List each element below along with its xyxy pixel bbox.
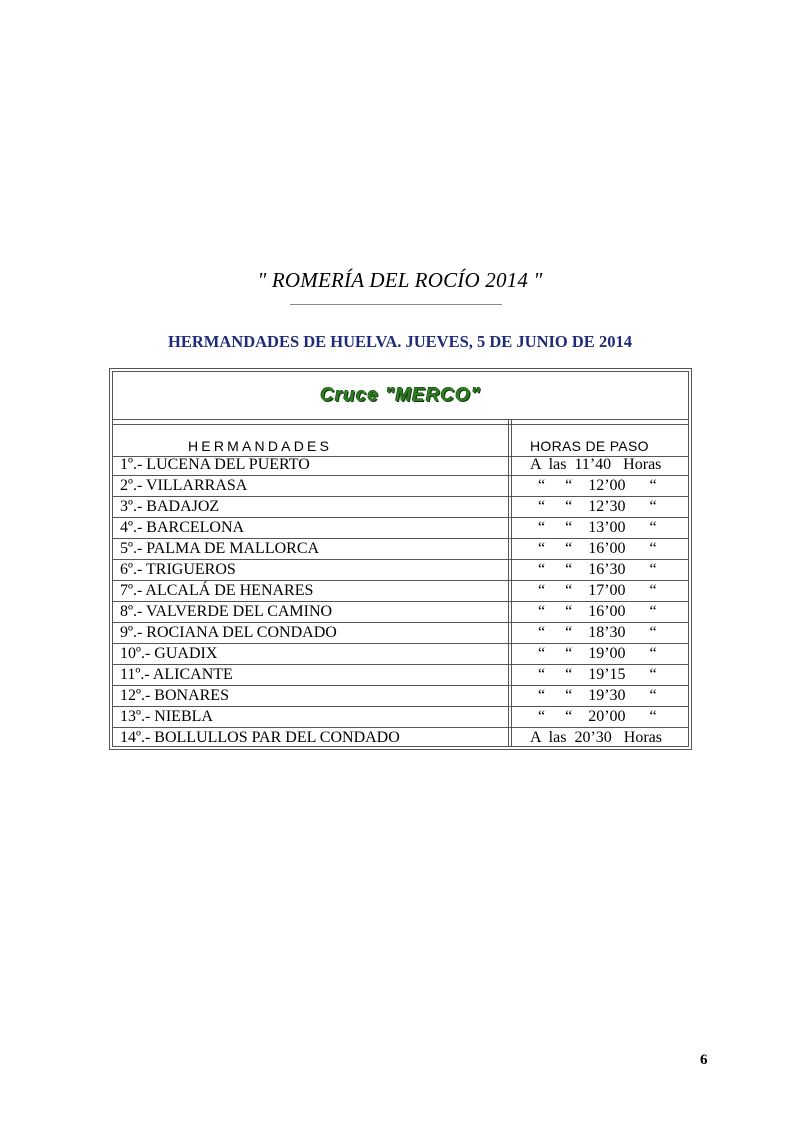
hermandad-name: 3º.- BADAJOZ (120, 498, 220, 515)
table-row (113, 518, 688, 539)
column-headers-row (113, 424, 688, 457)
table-row (113, 581, 688, 602)
column-header-hermandades: HERMANDADES (188, 438, 333, 454)
hermandad-name: 12º.- BONARES (120, 687, 229, 704)
document-title: " ROMERÍA DEL ROCÍO 2014 " (257, 268, 543, 292)
table-row (113, 602, 688, 623)
hermandad-name: 6º.- TRIGUEROS (120, 561, 236, 578)
table-row (113, 644, 688, 665)
table-row (113, 707, 688, 728)
document-subtitle: HERMANDADES DE HUELVA. JUEVES, 5 DE JUNIO DE 2014 (168, 332, 632, 351)
hermandad-name: 2º.- VILLARRASA (120, 477, 248, 494)
table-row (113, 665, 688, 686)
table-row (113, 539, 688, 560)
pass-time: “ “ 16’00 “ (530, 603, 657, 620)
hermandad-name: 7º.- ALCALÁ DE HENARES (120, 582, 314, 599)
table-body (113, 455, 688, 749)
pass-time: A las 20’30 Horas (530, 729, 662, 746)
hermandad-name: 5º.- PALMA DE MALLORCA (120, 540, 320, 557)
pass-time: “ “ 19’15 “ (530, 666, 657, 683)
hermandad-name: 9º.- ROCIANA DEL CONDADO (120, 624, 337, 641)
table-row (113, 560, 688, 581)
pass-time: “ “ 12’30 “ (530, 498, 657, 515)
table-row (113, 686, 688, 707)
pass-time: “ “ 16’30 “ (530, 561, 657, 578)
column-header-horas: HORAS DE PASO (530, 438, 649, 454)
page-number: 6 (700, 1052, 708, 1068)
hermandad-name: 11º.- ALICANTE (120, 666, 233, 683)
hermandad-name: 14º.- BOLLULLOS PAR DEL CONDADO (120, 729, 400, 746)
pass-time: “ “ 16’00 “ (530, 540, 657, 557)
hermandad-name: 4º.- BARCELONA (120, 519, 245, 536)
pass-time: “ “ 19’00 “ (530, 645, 657, 662)
schedule-table-inner (112, 371, 689, 747)
table-header (113, 372, 688, 420)
hermandad-name: 8º.- VALVERDE DEL CAMINO (120, 603, 333, 620)
table-row (113, 623, 688, 644)
pass-time: “ “ 19’30 “ (530, 687, 657, 704)
table-row (113, 476, 688, 497)
table-row (113, 455, 688, 476)
table-row (113, 497, 688, 518)
table-row (113, 728, 688, 749)
pass-time: “ “ 13’00 “ (530, 519, 657, 536)
title-underline (290, 304, 502, 305)
hermandad-name: 1º.- LUCENA DEL PUERTO (120, 456, 310, 473)
hermandad-name: 10º.- GUADIX (120, 645, 218, 662)
pass-time: “ “ 20’00 “ (530, 708, 657, 725)
pass-time: “ “ 17’00 “ (530, 582, 657, 599)
pass-time: “ “ 12’00 “ (530, 477, 657, 494)
schedule-table (109, 368, 692, 750)
hermandad-name: 13º.- NIEBLA (120, 708, 213, 725)
pass-time: “ “ 18’30 “ (530, 624, 657, 641)
pass-time: A las 11’40 Horas (530, 456, 662, 473)
table-header-label: Cruce "MERCO" (320, 384, 481, 406)
